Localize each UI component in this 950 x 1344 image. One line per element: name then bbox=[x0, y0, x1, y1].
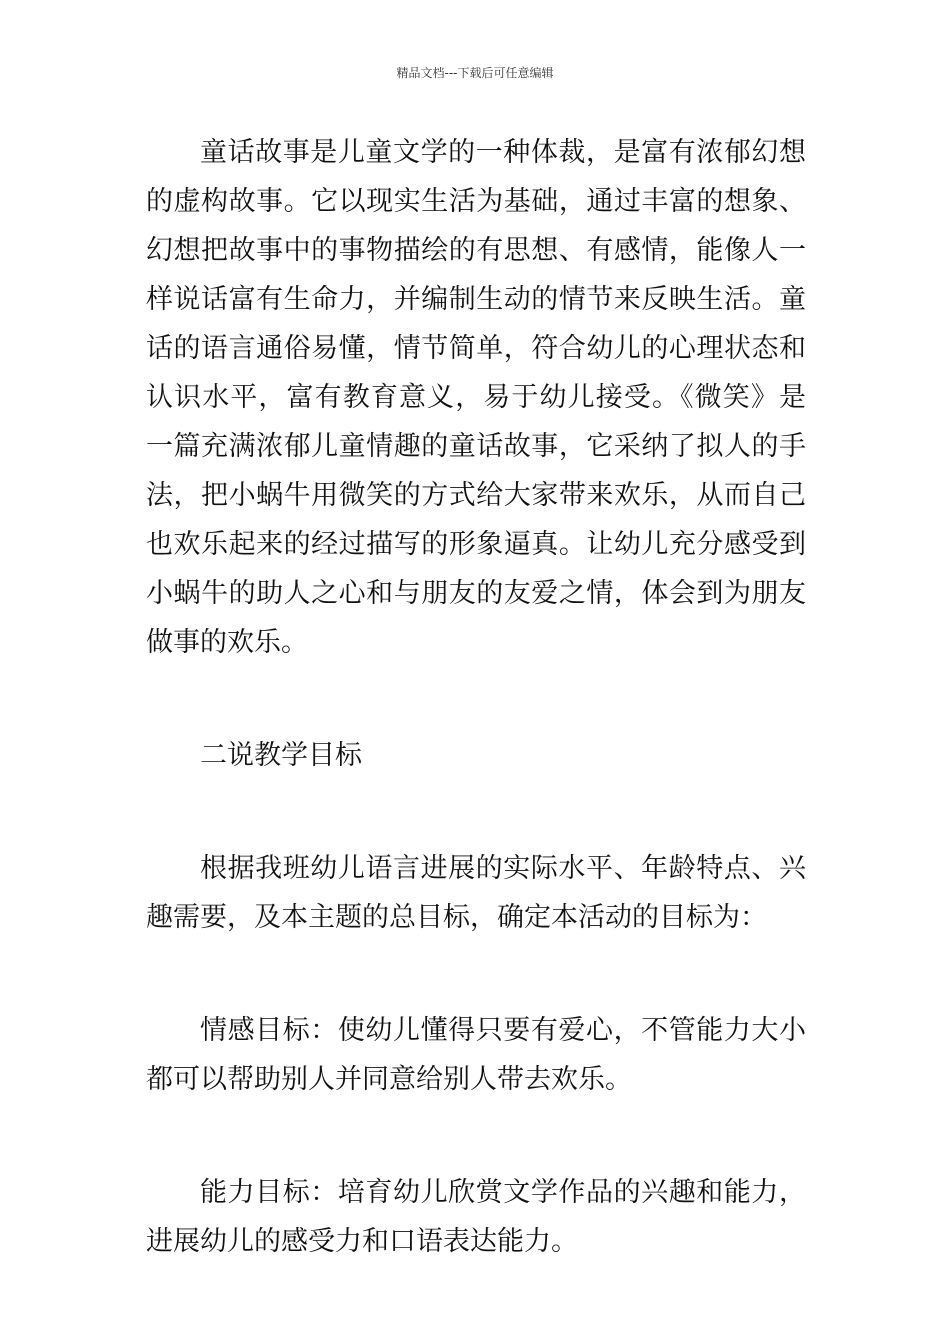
paragraph-goal-basis: 根据我班幼儿语言进展的实际水平、年龄特点、兴趣需要，及本主题的总目标，确定本活动的目标为： bbox=[146, 853, 806, 933]
paragraph-fairy-tale-intro: 童话故事是儿童文学的一种体裁，是富有浓郁幻想的虚构故事。它以现实生活为基础，通过丰富的想象、幻想把故事中的事物描绘的有思想、有感情，能像人一样说话富有生命力，并编制生动的情节来反映生活。童话的语言通俗易懂，情节简单，符合幼儿的心理状态和认识水平，富有教育意义，易于幼儿接受。《微笑》是一篇充满浓郁儿童情趣的童话故事，它采纳了拟人的手法，把小蜗牛用微笑的方式给大家带来欢乐，从而自己也欢乐起来的经过描写的形象逼真。让幼儿充分感受到小蜗牛的助人之心和与朋友的友爱之情，体会到为朋友做事的欢乐。 bbox=[146, 137, 806, 658]
spacer bbox=[146, 942, 806, 1006]
paragraph-emotional-goal: 情感目标：使幼儿懂得只要有爱心，不管能力大小都可以帮助别人并同意给别人带去欢乐。 bbox=[146, 1015, 806, 1095]
section-heading-teaching-goals: 二说教学目标 bbox=[200, 740, 362, 771]
spacer bbox=[146, 1104, 806, 1168]
spacer bbox=[146, 780, 806, 844]
paragraph-ability-goal: 能力目标：培育幼儿欣赏文学作品的兴趣和能力，进展幼儿的感受力和口语表达能力。 bbox=[146, 1177, 806, 1257]
spacer bbox=[146, 667, 806, 731]
page-header: 精品文档---下载后可任意编辑 bbox=[396, 66, 554, 80]
document-body bbox=[146, 128, 806, 1266]
